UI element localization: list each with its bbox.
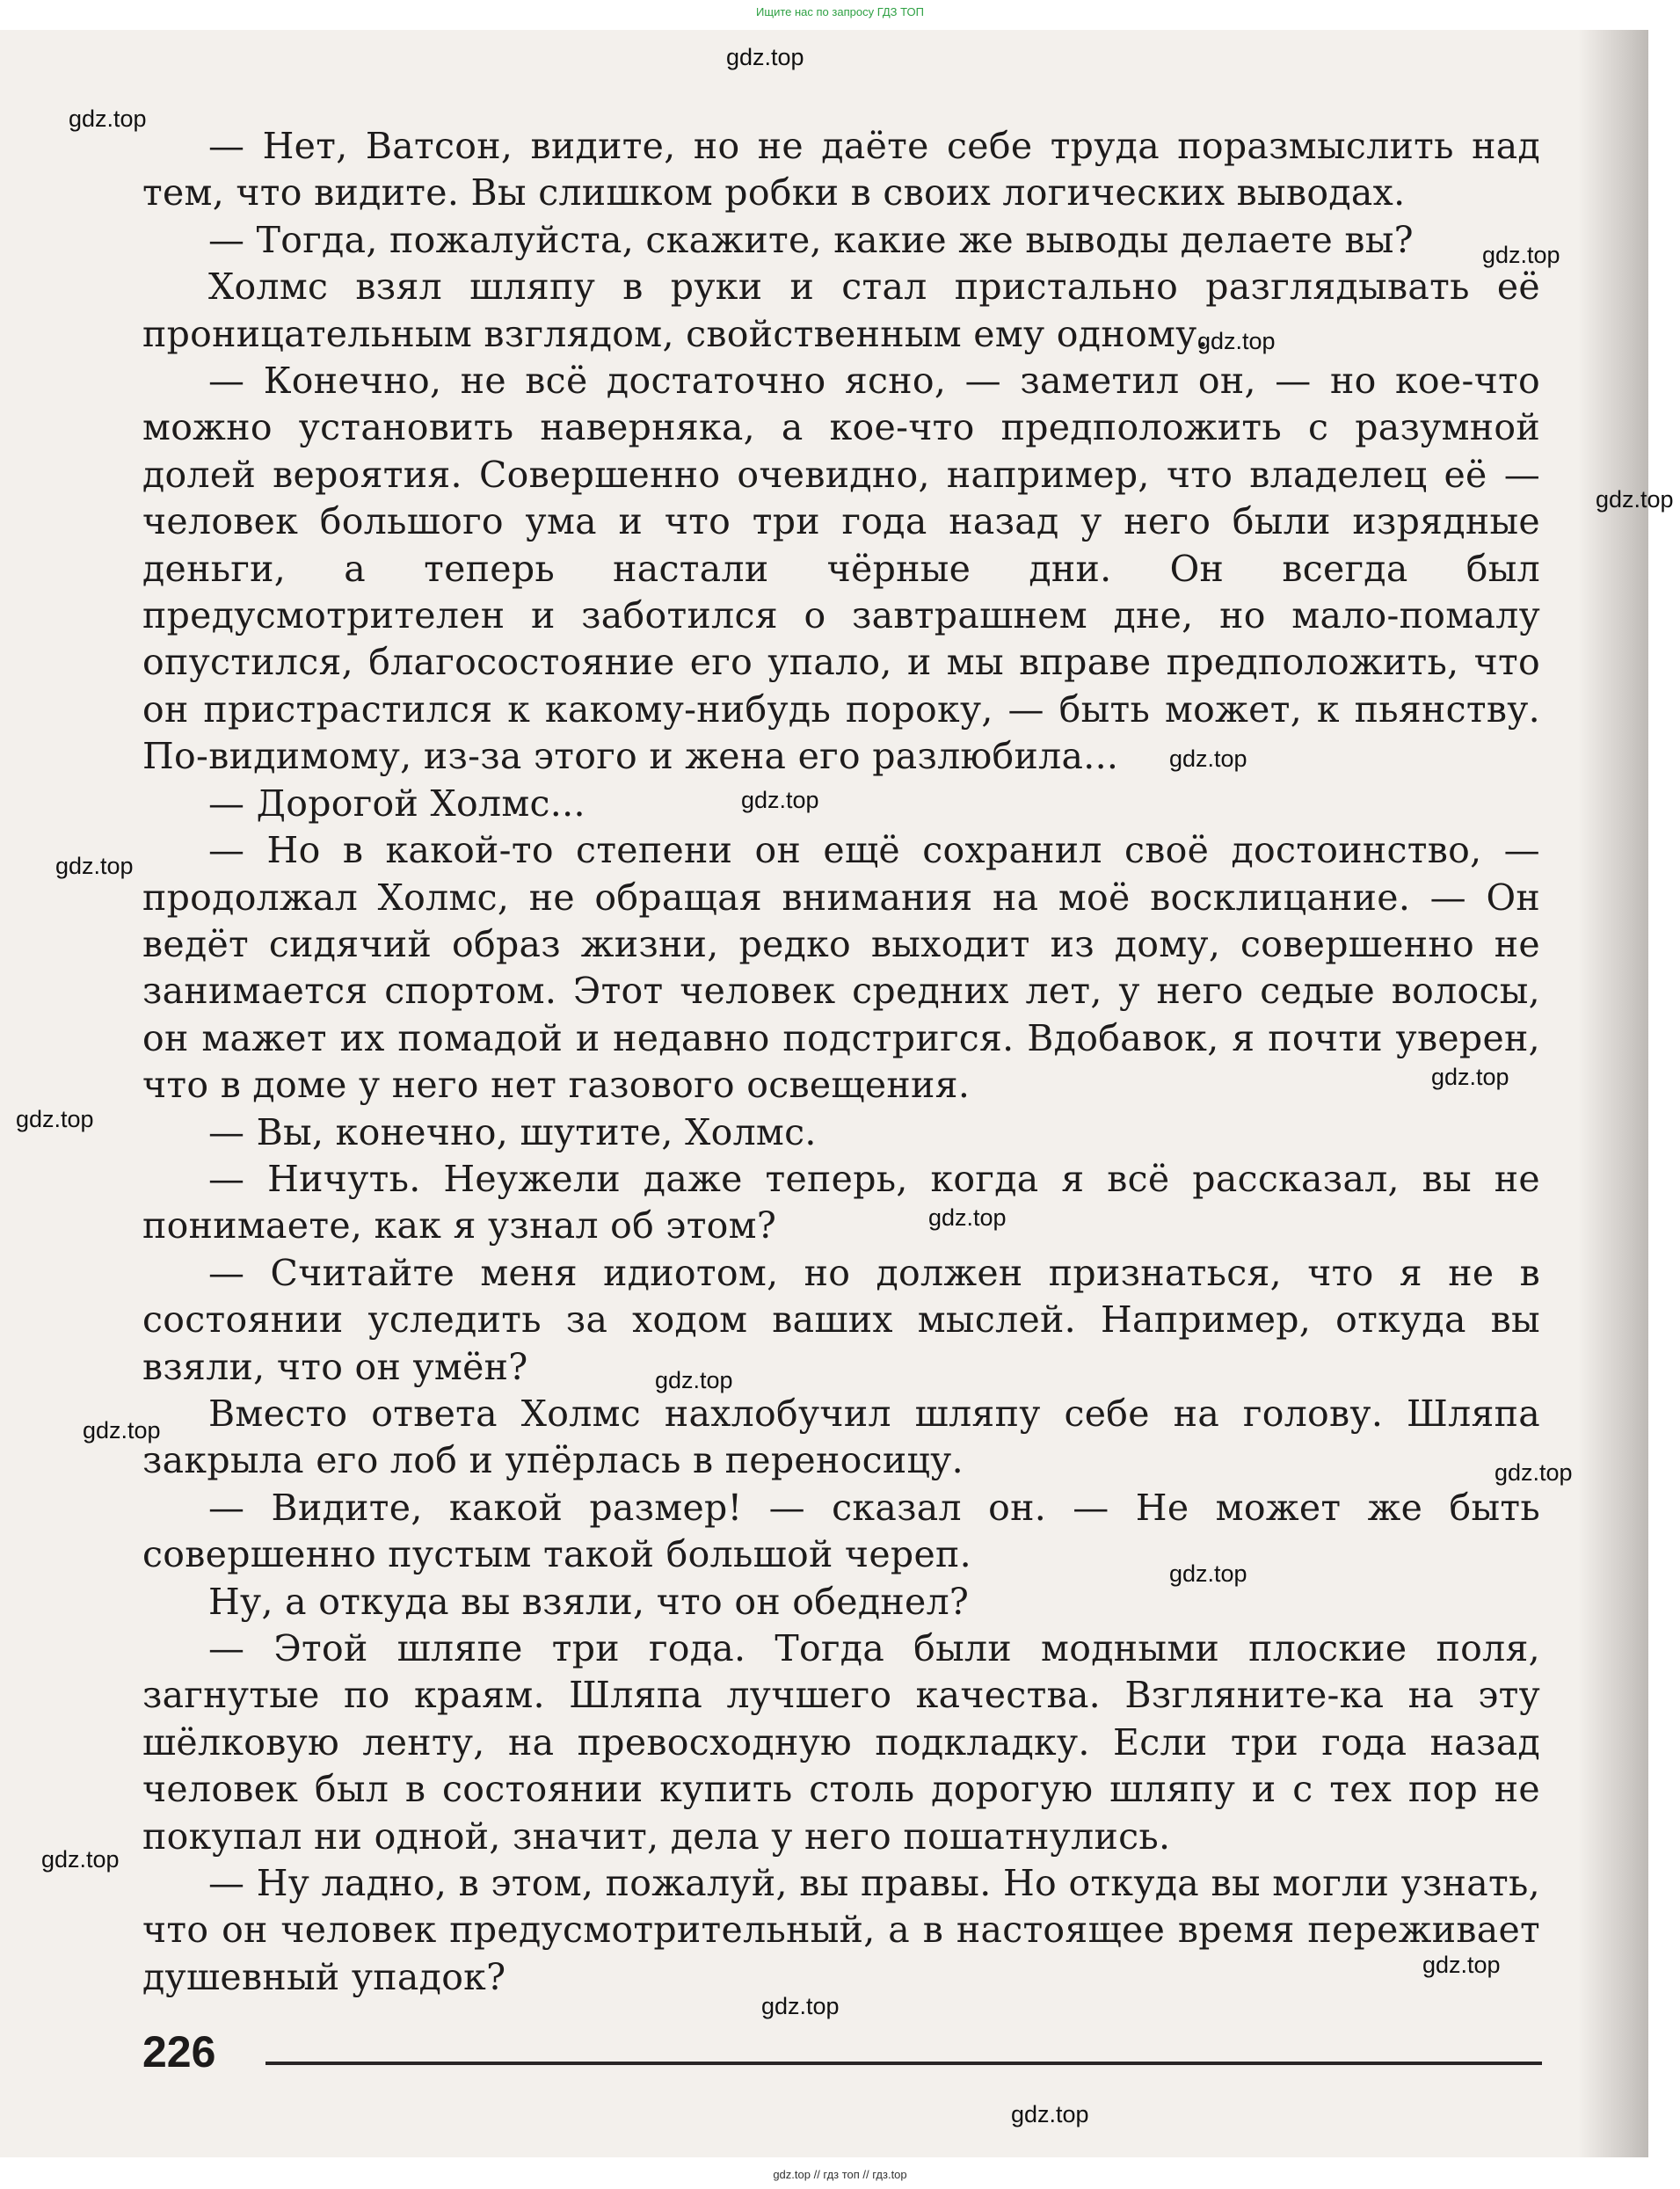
watermark: gdz.top: [928, 1204, 1007, 1231]
watermark: gdz.top: [1596, 486, 1674, 513]
watermark: gdz.top: [41, 1846, 120, 1873]
watermark: gdz.top: [1431, 1064, 1509, 1090]
paragraph: — Дорогой Холмс...: [208, 782, 585, 825]
paragraph: Вместо ответа Холмс нахлобучил шляпу себе на голову. Шляпа закрыла его лоб и упёрлась в переносицу.: [142, 1392, 1540, 1482]
watermark: gdz.top: [1482, 242, 1560, 268]
page-spine-shadow: [1578, 30, 1648, 2157]
bottom-banner: gdz.top // гдз топ // гдз.top: [773, 2168, 907, 2181]
paragraph: — Видите, какой размер! — сказал он. — Не может же быть совершенно пустым такой большой череп.: [142, 1486, 1540, 1576]
paragraph: Холмс взял шляпу в руки и стал пристально разглядывать её проницательным взглядом, свойственным ему одному.: [142, 265, 1540, 355]
paragraph: — Нет, Ватсон, видите, но не даёте себе труда поразмыслить над тем, что видите. Вы слишком робки в своих логических выводах.: [142, 125, 1540, 215]
watermark: gdz.top: [761, 1993, 840, 2019]
paragraph: — Ничуть. Неужели даже теперь, когда я всё рассказал, вы не понимаете, как я узнал об этом?: [142, 1157, 1540, 1247]
watermark: gdz.top: [1169, 1560, 1247, 1587]
page-footer: [142, 2026, 1542, 2079]
paragraph: — Считайте меня идиотом, но должен признаться, что я не в состоянии уследить за ходом ваших мыслей. Например, откуда вы взяли, что он умён?: [142, 1251, 1540, 1388]
paragraph: — Но в какой-то степени он ещё сохранил своё достоинство, — продолжал Холмс, не обращая внимания на моё восклицание. — Он ведёт сидячий образ жизни, редко выходит из дому, совершенно не занимается спортом. Этот человек средних лет, у него седые волосы, он мажет их помадой и недавно подстригся. Вдобавок, я почти уверен, что в доме у него нет газового освещения.: [142, 829, 1540, 1107]
watermark: gdz.top: [16, 1106, 94, 1132]
watermark: gdz.top: [1011, 2101, 1089, 2127]
footer-rule: [265, 2062, 1542, 2065]
paragraph: — Вы, конечно, шутите, Холмс.: [208, 1110, 817, 1153]
top-banner: Ищите нас по запросу ГДЗ ТОП: [756, 5, 924, 18]
paragraph: Ну, а откуда вы взяли, что он обеднел?: [208, 1580, 970, 1623]
watermark: gdz.top: [655, 1367, 733, 1393]
watermark: gdz.top: [69, 105, 147, 132]
watermark: gdz.top: [741, 787, 819, 813]
watermark: gdz.top: [1169, 745, 1247, 772]
watermark: gdz.top: [1197, 328, 1276, 354]
watermark: gdz.top: [1495, 1459, 1573, 1486]
paragraph: — Конечно, не всё достаточно ясно, — заметил он, — но кое-что можно установить наверняка, а кое-что предположить с разумной долей вероятия. Совершенно очевидно, например, что владелец её — человек большого ума и что три года назад у него были изрядные деньги, а теперь настали чёрные дни. Он всегда был предусмотрителен и заботился о завтрашнем дне, но мало-помалу опустился, благосостояние его упало, и мы вправе предположить, что он пристрастился к какому-нибудь пороку, — быть может, к пьянству. По-видимому, из-за этого и жена его разлюбила...: [142, 360, 1540, 778]
paragraph: — Этой шляпе три года. Тогда были модными плоские поля, загнутые по краям. Шляпа лучшего качества. Взгляните-ка на эту шёлковую ленту, на превосходную подкладку. Если три года назад человек был в состоянии купить столь дорогую шляпу и с тех пор не покупал ни одной, значит, дела у него пошатнулись.: [142, 1627, 1540, 1858]
page-text: [142, 123, 1540, 2001]
paragraph: — Тогда, пожалуйста, скажите, какие же выводы делаете вы?: [208, 218, 1414, 261]
watermark: gdz.top: [83, 1417, 161, 1444]
page-number: 226: [142, 2027, 216, 2076]
watermark: gdz.top: [55, 853, 134, 879]
paragraph: — Ну ладно, в этом, пожалуй, вы правы. Но откуда вы могли узнать, что он человек предусмотрительный, а в настоящее время переживает душевный упадок?: [142, 1862, 1540, 1998]
watermark: gdz.top: [726, 44, 804, 70]
watermark: gdz.top: [1422, 1952, 1501, 1978]
